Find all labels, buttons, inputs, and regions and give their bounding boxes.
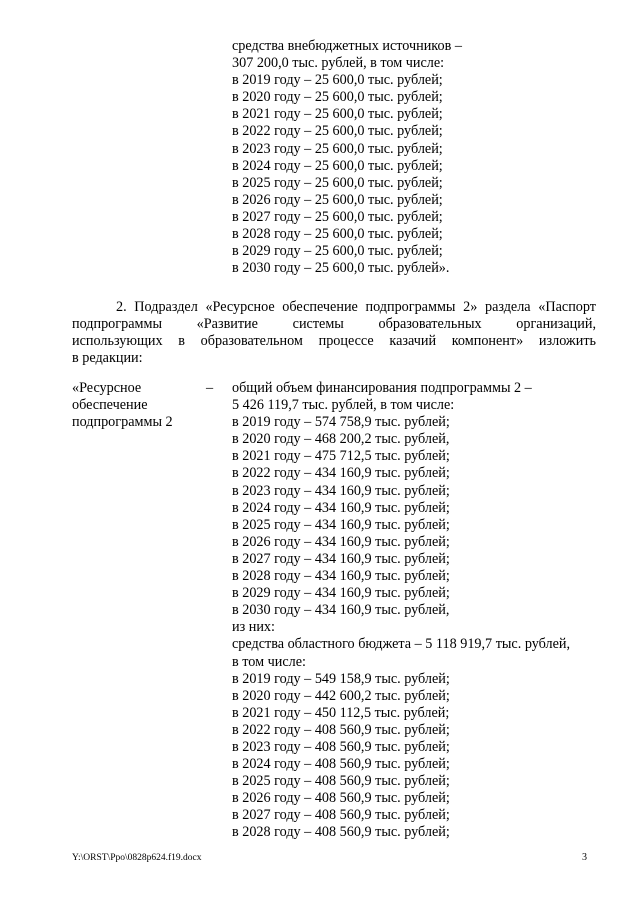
text-line: в 2027 году – 25 600,0 тыс. рублей; — [232, 208, 443, 225]
text-line: в 2022 году – 434 160,9 тыс. рублей; — [232, 465, 450, 482]
text-line: в 2030 году – 434 160,9 тыс. рублей, — [232, 602, 450, 619]
paragraph-line: подпрограммы «Развитие системы образовательных организаций, — [72, 316, 596, 333]
text-line: в 2023 году – 434 160,9 тыс. рублей; — [232, 482, 450, 499]
text-line: в 2028 году – 434 160,9 тыс. рублей; — [232, 568, 450, 585]
text-line: в 2029 году – 434 160,9 тыс. рублей; — [232, 585, 450, 602]
text-line: в 2028 году – 408 560,9 тыс. рублей; — [232, 824, 450, 841]
text-line: в 2027 году – 434 160,9 тыс. рублей; — [232, 550, 450, 567]
text-line: в 2027 году – 408 560,9 тыс. рублей; — [232, 807, 450, 824]
amendment-paragraph — [72, 299, 596, 367]
subprogram-funding-block — [232, 380, 602, 842]
text-line: в 2024 году – 434 160,9 тыс. рублей; — [232, 499, 450, 516]
paragraph-line: 2. Подраздел «Ресурсное обеспечение подпрограммы 2» раздела «Паспорт — [116, 299, 596, 315]
text-line: в 2024 году – 408 560,9 тыс. рублей; — [232, 756, 450, 773]
text-line: в 2025 году – 434 160,9 тыс. рублей; — [232, 516, 450, 533]
resource-provision-label — [72, 380, 222, 431]
text-line: в 2023 году – 25 600,0 тыс. рублей; — [232, 140, 443, 157]
text-line: в 2025 году – 25 600,0 тыс. рублей; — [232, 174, 443, 191]
text-line: в 2021 году – 25 600,0 тыс. рублей; — [232, 106, 443, 123]
text-line: в 2030 году – 25 600,0 тыс. рублей». — [232, 260, 450, 277]
text-line: в том числе: — [232, 653, 306, 670]
text-line: в 2020 году – 442 600,2 тыс. рублей; — [232, 687, 450, 704]
text-line: из них: — [232, 619, 275, 636]
text-line: средства внебюджетных источников – — [232, 38, 462, 54]
extrabudgetary-funding-block — [232, 38, 462, 277]
paragraph-line: в редакции: — [72, 350, 143, 367]
text-line: в 2026 году – 434 160,9 тыс. рублей; — [232, 533, 450, 550]
text-line: в 2024 году – 25 600,0 тыс. рублей; — [232, 157, 443, 174]
text-line: в 2020 году – 468 200,2 тыс. рублей, — [232, 431, 450, 448]
footer-file-path: Y:\ORST\Ppo\0828p624.f19.docx — [72, 853, 202, 863]
text-line: в 2025 году – 408 560,9 тыс. рублей; — [232, 773, 450, 790]
text-line: в 2029 году – 25 600,0 тыс. рублей; — [232, 243, 443, 260]
text-line: в 2022 году – 25 600,0 тыс. рублей; — [232, 123, 443, 140]
label-line: обеспечение — [72, 397, 148, 414]
text-line: в 2028 году – 25 600,0 тыс. рублей; — [232, 226, 443, 243]
text-line: в 2019 году – 574 758,9 тыс. рублей; — [232, 414, 450, 431]
text-line: общий объем финансирования подпрограммы 2 – — [232, 380, 532, 396]
text-line: в 2021 году – 475 712,5 тыс. рублей; — [232, 448, 450, 465]
text-line: 307 200,0 тыс. рублей, в том числе: — [232, 55, 445, 72]
text-line: в 2026 году – 408 560,9 тыс. рублей; — [232, 790, 450, 807]
text-line: в 2026 году – 25 600,0 тыс. рублей; — [232, 191, 443, 208]
text-line: в 2023 году – 408 560,9 тыс. рублей; — [232, 738, 450, 755]
text-line: в 2022 году – 408 560,9 тыс. рублей; — [232, 721, 450, 738]
paragraph-line: использующих в образовательном процессе казачий компонент» изложить — [72, 333, 596, 350]
text-line: в 2019 году – 549 158,9 тыс. рублей; — [232, 670, 450, 687]
text-line: в 2021 году – 450 112,5 тыс. рублей; — [232, 704, 450, 721]
label-dash: – — [206, 380, 214, 396]
text-line: 5 426 119,7 тыс. рублей, в том числе: — [232, 397, 455, 414]
label-line: «Ресурсное — [72, 380, 142, 396]
text-line: в 2020 году – 25 600,0 тыс. рублей; — [232, 89, 443, 106]
text-line: в 2019 году – 25 600,0 тыс. рублей; — [232, 72, 443, 89]
label-line: подпрограммы 2 — [72, 414, 173, 431]
page-number: 3 — [582, 852, 587, 863]
text-line: средства областного бюджета – 5 118 919,7 тыс. рублей, — [232, 636, 571, 653]
